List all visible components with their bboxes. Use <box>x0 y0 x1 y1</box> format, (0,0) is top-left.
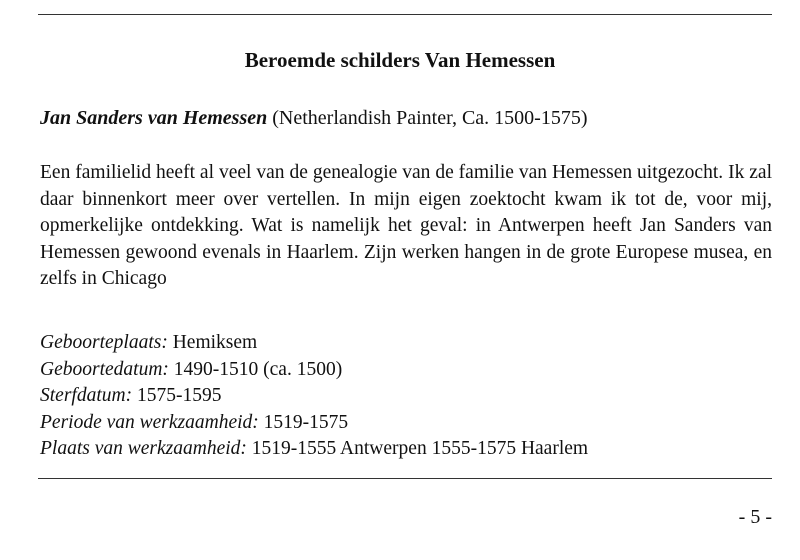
painter-description: (Netherlandish Painter, Ca. 1500-1575) <box>272 107 588 129</box>
top-divider <box>38 14 772 15</box>
intro-paragraph: Een familielid heeft al veel van de genealogie van de familie van Hemessen uitgezocht. Ik zal daar binnenkort meer over vertellen. In mijn eigen zoektocht kwam ik tot de, voor mij, opmerkelijke ontdekking. Wat is namelijk het geval: in Antwerpen heeft Jan Sanders van Hemessen gewoond evenals in Haarlem. Zijn werken hangen in de grote Europese musea, en zelfs in Chicago <box>40 162 772 290</box>
fact-value: Hemiksem <box>172 332 258 353</box>
facts-list <box>40 330 772 463</box>
fact-active-place <box>40 436 772 463</box>
fact-value: 1490-1510 (ca. 1500) <box>173 358 343 380</box>
fact-birthdate <box>40 357 772 384</box>
page-number: - 5 - <box>738 506 772 528</box>
fact-birthplace <box>40 330 772 357</box>
fact-active-period <box>40 410 772 437</box>
fact-deathdate <box>40 383 772 410</box>
painter-name: Jan Sanders van Hemessen <box>40 107 268 129</box>
fact-value: 1575-1595 <box>136 385 222 407</box>
fact-value: 1519-1555 Antwerpen 1555-1575 Haarlem <box>251 438 589 460</box>
fact-label: Periode van werkzaamheid: <box>40 411 259 433</box>
bottom-divider <box>38 478 772 479</box>
fact-label: Geboortedatum: <box>40 358 169 380</box>
fact-label: Sterfdatum: <box>40 385 133 407</box>
fact-value: 1519-1575 <box>263 411 349 433</box>
fact-label: Plaats van werkzaamheid: <box>40 438 247 460</box>
fact-label: Geboorteplaats: <box>40 332 168 353</box>
page-title: Beroemde schilders Van Hemessen <box>244 48 556 72</box>
painter-heading <box>40 104 772 132</box>
